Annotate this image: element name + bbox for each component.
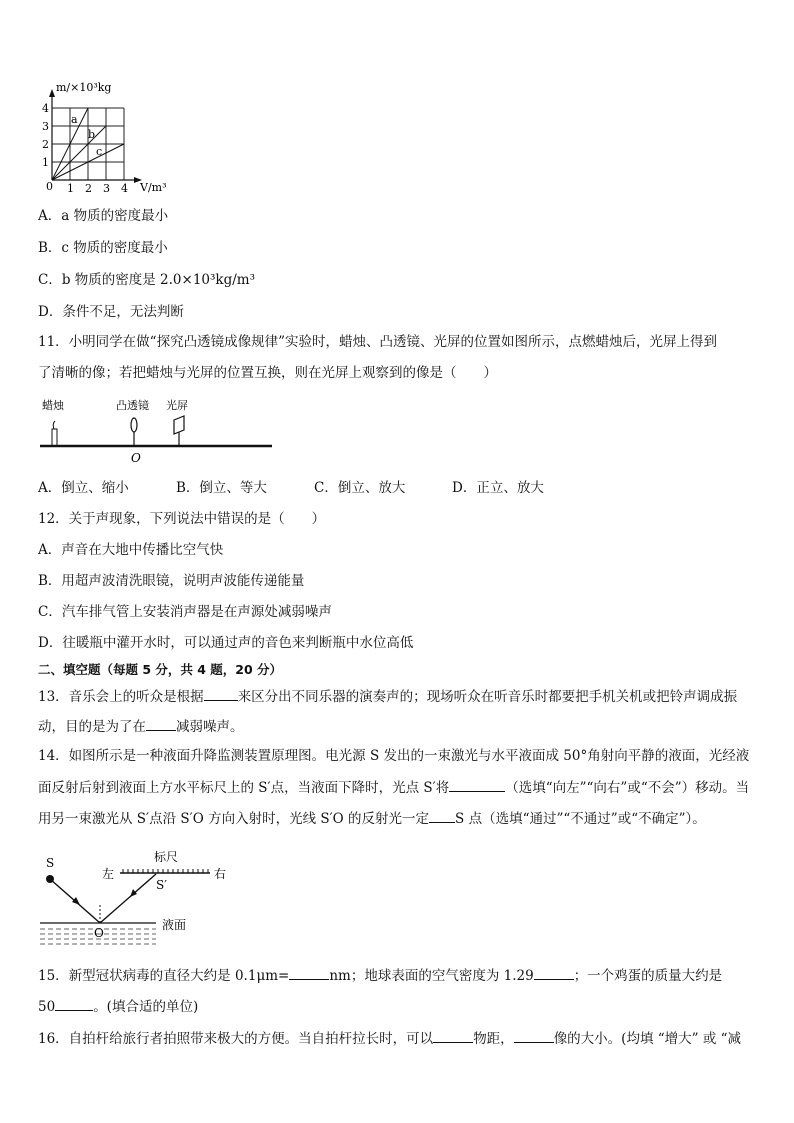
q14-blank-1[interactable] bbox=[449, 777, 505, 792]
x-tick: 2 bbox=[85, 182, 92, 195]
right-label: 右 bbox=[214, 867, 227, 881]
q14-blank-2[interactable] bbox=[429, 808, 455, 823]
q12-option-c: C．汽车排气管上安装消声器是在声源处减弱噪声 bbox=[38, 604, 332, 620]
q11-option-d: D．正立、放大 bbox=[452, 480, 544, 496]
q15-line2 bbox=[38, 996, 198, 1017]
q12-option-d: D．往暖瓶中灌开水时，可以通过声的音色来判断瓶中水位高低 bbox=[38, 635, 414, 651]
q15-text-c: ；一个鸡蛋的质量大约是 bbox=[573, 968, 723, 984]
q14-text-3b: S 点（选填“通过”“不通过”或“不确定”）。 bbox=[455, 811, 706, 827]
q14-line2 bbox=[38, 777, 749, 798]
point-sprime-label: S′ bbox=[156, 878, 167, 892]
q16-text-c: 像的大小。(均填 “增大” 或 “减 bbox=[553, 1031, 742, 1047]
y-tick: 4 bbox=[42, 102, 49, 115]
x-tick: 1 bbox=[67, 182, 74, 195]
q10-option-b: B．c 物质的密度最小 bbox=[38, 240, 168, 256]
left-label: 左 bbox=[102, 867, 115, 881]
source-s-label: S bbox=[46, 856, 55, 870]
screen-icon bbox=[174, 416, 184, 434]
q10-option-d: D．条件不足，无法判断 bbox=[38, 304, 184, 320]
q16-blank-2[interactable] bbox=[514, 1028, 554, 1043]
q15-text-e: 。(填合适的单位) bbox=[93, 999, 199, 1015]
liquid-level-figure bbox=[38, 843, 238, 955]
q14-line3 bbox=[38, 808, 706, 829]
line-a-label: a bbox=[71, 113, 78, 126]
y-axis-label: m/×10³kg bbox=[56, 81, 112, 94]
q13-line2 bbox=[38, 716, 244, 737]
candle-label: 蜡烛 bbox=[42, 399, 64, 412]
y-tick: 1 bbox=[42, 156, 49, 169]
q13-blank-2[interactable] bbox=[146, 716, 176, 731]
x-tick: 3 bbox=[103, 182, 110, 195]
q15-text-a: 15．新型冠状病毒的直径大约是 0.1μm= bbox=[38, 968, 290, 984]
q14-text-2a: 面反射后射到液面上方水平标尺上的 S′点，当液面下降时，光点 S′将 bbox=[38, 780, 450, 796]
q16-blank-1[interactable] bbox=[433, 1028, 473, 1043]
x-tick: 4 bbox=[121, 182, 128, 195]
q11-option-a: A．倒立、缩小 bbox=[38, 480, 129, 496]
q11-stem-line2: 了清晰的像；若把蜡烛与光屏的位置互换，则在光屏上观察到的像是（ ） bbox=[38, 365, 497, 381]
q11-stem-line1: 11．小明同学在做“探究凸透镜成像规律”实验时，蜡烛、凸透镜、光屏的位置如图所示，点燃蜡烛后，光屏上得到 bbox=[38, 334, 717, 350]
lens-setup-figure bbox=[38, 396, 278, 468]
q11-option-b: B．倒立、等大 bbox=[176, 480, 267, 496]
q10-option-a: A．a 物质的密度最小 bbox=[38, 208, 169, 224]
q13-blank-1[interactable] bbox=[204, 686, 238, 701]
q15-blank-2[interactable] bbox=[534, 965, 574, 980]
q13-line1 bbox=[38, 686, 737, 707]
y-tick: 2 bbox=[42, 138, 49, 151]
candle-icon bbox=[52, 429, 57, 446]
mass-volume-graph bbox=[36, 78, 186, 198]
q12-stem: 12．关于声现象，下列说法中错误的是（ ） bbox=[38, 511, 326, 527]
convex-lens-icon bbox=[131, 418, 137, 432]
q12-option-a: A．声音在大地中传播比空气快 bbox=[38, 542, 224, 558]
q13-text-d: 减弱噪声。 bbox=[176, 719, 244, 735]
q11-option-c: C．倒立、放大 bbox=[314, 480, 406, 496]
q15-line1 bbox=[38, 965, 722, 986]
q14-line1: 14．如图所示是一种液面升降监测装置原理图。电光源 S 发出的一束激光与水平液面成 50°角射向平静的液面，光经液 bbox=[38, 748, 750, 764]
ruler-label: 标尺 bbox=[154, 850, 179, 864]
point-o-label: O bbox=[131, 451, 141, 465]
q16-line1 bbox=[38, 1028, 741, 1049]
q14-text-2b: （选填“向左”“向右”或“不会”）移动。当 bbox=[505, 780, 750, 796]
q14-text-3a: 用另一束激光从 S′点沿 S′O 方向入射时，光线 S′O 的反射光一定 bbox=[38, 811, 430, 827]
section-heading: 二、填空题（每题 5 分，共 4 题，20 分） bbox=[38, 662, 283, 677]
q15-text-d: 50 bbox=[38, 999, 56, 1015]
q10-option-c: C．b 物质的密度是 2.0×10³kg/m³ bbox=[38, 272, 256, 288]
liquid-label: 液面 bbox=[162, 918, 187, 932]
line-b-label: b bbox=[88, 128, 96, 141]
q16-text-b: 物距， bbox=[473, 1031, 514, 1047]
q15-blank-1[interactable] bbox=[289, 965, 329, 980]
q13-text-c: 动，目的是为了在 bbox=[38, 719, 146, 735]
q15-blank-3[interactable] bbox=[55, 996, 93, 1011]
lens-label: 凸透镜 bbox=[116, 399, 149, 412]
q16-text-a: 16．自拍杆给旅行者拍照带来极大的方便。当自拍杆拉长时，可以 bbox=[38, 1031, 434, 1047]
line-c-label: c bbox=[96, 145, 103, 158]
q15-text-b: nm；地球表面的空气密度为 1.29 bbox=[329, 968, 534, 984]
y-tick: 3 bbox=[42, 120, 49, 133]
origin-label: 0 bbox=[46, 180, 53, 193]
q13-text-b: 来区分出不同乐器的演奏声的；现场听众在听音乐时都要把手机关机或把铃声调成振 bbox=[237, 689, 738, 705]
x-axis-label: V/m³ bbox=[140, 181, 167, 194]
point-o-label: O bbox=[94, 926, 104, 940]
screen-label: 光屏 bbox=[166, 399, 188, 412]
q12-option-b: B．用超声波清洗眼镜，说明声波能传递能量 bbox=[38, 573, 305, 589]
q13-text-a: 13．音乐会上的听众是根据 bbox=[38, 689, 204, 705]
